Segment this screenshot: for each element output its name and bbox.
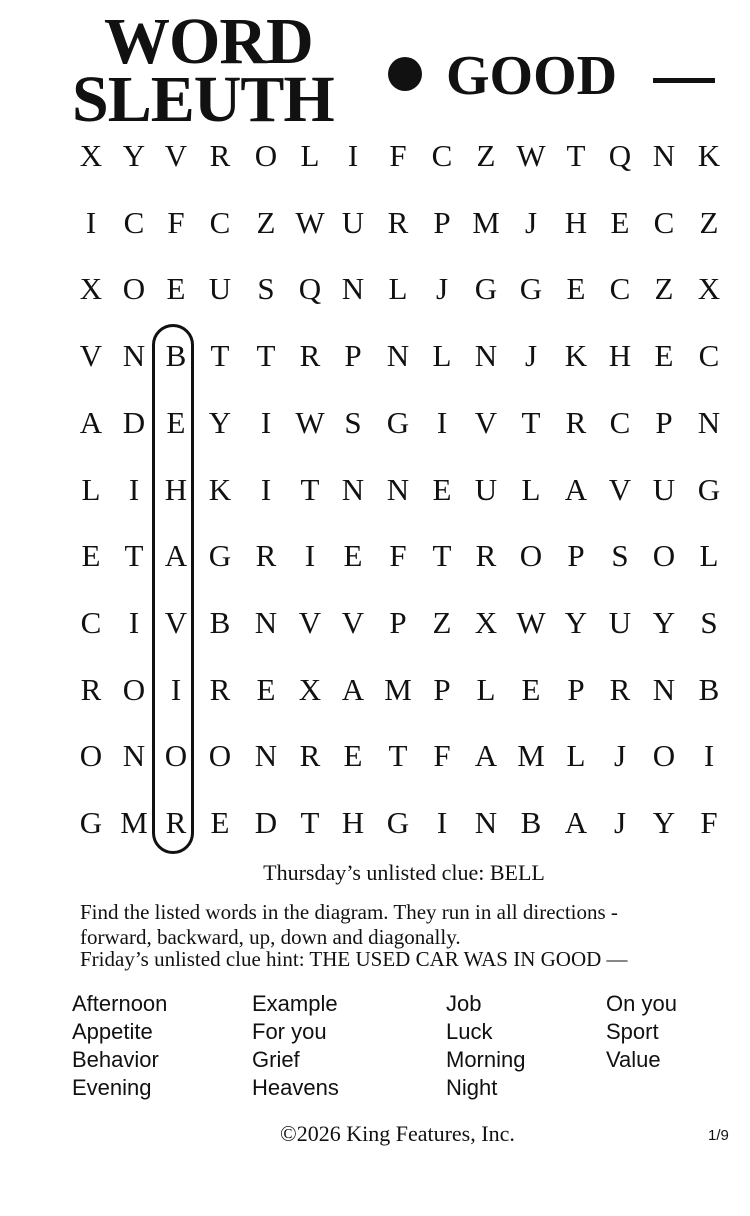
grid-letter: N bbox=[386, 472, 410, 507]
grid-letter: O bbox=[122, 672, 146, 707]
grid-letter: U bbox=[652, 472, 676, 507]
grid-letter: W bbox=[516, 138, 546, 173]
grid-letter: L bbox=[300, 138, 320, 173]
grid-letter: A bbox=[341, 672, 365, 707]
grid-letter: X bbox=[79, 271, 103, 306]
grid-letter: B bbox=[698, 672, 720, 707]
grid-letter: C bbox=[80, 605, 102, 640]
word-item: Evening bbox=[72, 1075, 152, 1100]
grid-letter: L bbox=[81, 472, 101, 507]
word-item: Morning bbox=[446, 1047, 526, 1072]
grid-letter: N bbox=[652, 672, 676, 707]
grid-letter: U bbox=[474, 472, 498, 507]
grid-letter: I bbox=[347, 138, 359, 173]
grid-letter: T bbox=[124, 538, 144, 573]
grid-letter: V bbox=[474, 405, 498, 440]
grid-letter: N bbox=[254, 738, 278, 773]
grid-letter: H bbox=[564, 205, 588, 240]
grid-letter: E bbox=[521, 672, 541, 707]
grid-letter: R bbox=[299, 338, 321, 373]
grid-letter: T bbox=[566, 138, 586, 173]
grid-letter: S bbox=[611, 538, 629, 573]
grid-letter: W bbox=[516, 605, 546, 640]
word-item: For you bbox=[252, 1019, 327, 1044]
grid-letter: E bbox=[566, 271, 586, 306]
grid-letter: M bbox=[384, 672, 412, 707]
grid-letter: H bbox=[608, 338, 632, 373]
grid-letter: O bbox=[122, 271, 146, 306]
grid-row bbox=[0, 736, 750, 776]
grid-letter: R bbox=[209, 138, 231, 173]
grid-letter: G bbox=[386, 805, 410, 840]
grid-letter: N bbox=[122, 738, 146, 773]
grid-letter: G bbox=[79, 805, 103, 840]
title-line-1: WORD bbox=[104, 5, 313, 78]
grid-letter: Y bbox=[208, 405, 232, 440]
grid-letter: A bbox=[79, 405, 103, 440]
title-line-2: SLEUTH bbox=[72, 63, 334, 136]
grid-letter: Q bbox=[298, 271, 322, 306]
word-item: On you bbox=[606, 991, 677, 1016]
grid-letter: F bbox=[700, 805, 718, 840]
grid-letter: P bbox=[433, 672, 451, 707]
theme-dash bbox=[653, 78, 715, 83]
grid-letter: W bbox=[295, 205, 325, 240]
grid-letter: R bbox=[255, 538, 277, 573]
grid-letter: E bbox=[81, 538, 101, 573]
instructions-line-1: Find the listed words in the diagram. They run in all directions - bbox=[80, 900, 618, 924]
grid-letter: T bbox=[521, 405, 541, 440]
grid-letter: O bbox=[652, 738, 676, 773]
grid-row bbox=[0, 136, 750, 176]
grid-letter: R bbox=[209, 672, 231, 707]
grid-letter: K bbox=[208, 472, 232, 507]
grid-letter: L bbox=[476, 672, 496, 707]
grid-letter: I bbox=[304, 538, 316, 573]
word-item: Night bbox=[446, 1075, 498, 1100]
grid-letter: R bbox=[165, 805, 187, 840]
word-item: Grief bbox=[252, 1047, 300, 1072]
grid-letter: E bbox=[166, 405, 186, 440]
grid-letter: E bbox=[343, 738, 363, 773]
grid-row bbox=[0, 803, 750, 843]
grid-letter: E bbox=[343, 538, 363, 573]
grid-letter: C bbox=[609, 405, 631, 440]
grid-letter: O bbox=[79, 738, 103, 773]
grid-letter: B bbox=[520, 805, 542, 840]
grid-letter: L bbox=[521, 472, 541, 507]
grid-letter: E bbox=[210, 805, 230, 840]
word-item: Afternoon bbox=[72, 991, 168, 1016]
grid-letter: R bbox=[299, 738, 321, 773]
grid-letter: V bbox=[164, 138, 188, 173]
word-item: Luck bbox=[446, 1019, 493, 1044]
grid-letter: O bbox=[208, 738, 232, 773]
grid-letter: E bbox=[256, 672, 276, 707]
grid-letter: C bbox=[609, 271, 631, 306]
grid-letter: V bbox=[608, 472, 632, 507]
grid-letter: N bbox=[341, 271, 365, 306]
grid-letter: I bbox=[170, 672, 182, 707]
grid-letter: V bbox=[341, 605, 365, 640]
grid-letter: R bbox=[609, 672, 631, 707]
grid-letter: L bbox=[566, 738, 586, 773]
title-bullet bbox=[388, 57, 422, 91]
thursday-clue: Thursday’s unlisted clue: BELL bbox=[263, 860, 545, 885]
word-item: Appetite bbox=[72, 1019, 153, 1044]
grid-letter: T bbox=[388, 738, 408, 773]
grid-letter: B bbox=[165, 338, 187, 373]
grid-letter: S bbox=[257, 271, 275, 306]
grid-letter: C bbox=[123, 205, 145, 240]
grid-letter: V bbox=[164, 605, 188, 640]
grid-letter: N bbox=[386, 338, 410, 373]
grid-letter: X bbox=[79, 138, 103, 173]
grid-letter: J bbox=[524, 205, 538, 240]
grid-letter: N bbox=[254, 605, 278, 640]
grid-letter: U bbox=[341, 205, 365, 240]
grid-letter: I bbox=[260, 472, 272, 507]
grid-letter: O bbox=[652, 538, 676, 573]
grid-letter: Y bbox=[652, 605, 676, 640]
grid-letter: M bbox=[120, 805, 148, 840]
grid-letter: C bbox=[653, 205, 675, 240]
grid-letter: Y bbox=[122, 138, 146, 173]
grid-row bbox=[0, 670, 750, 710]
grid-letter: V bbox=[298, 605, 322, 640]
grid-letter: P bbox=[655, 405, 673, 440]
word-item: Value bbox=[606, 1047, 661, 1072]
grid-letter: E bbox=[610, 205, 630, 240]
grid-letter: R bbox=[565, 405, 587, 440]
grid-letter: P bbox=[389, 605, 407, 640]
page-number: 1/9 bbox=[708, 1127, 729, 1144]
grid-letter: T bbox=[300, 805, 320, 840]
grid-letter: P bbox=[433, 205, 451, 240]
word-item: Sport bbox=[606, 1019, 659, 1044]
copyright: ©2026 King Features, Inc. bbox=[280, 1121, 515, 1146]
grid-letter: F bbox=[389, 138, 407, 173]
grid-letter: N bbox=[341, 472, 365, 507]
word-item: Behavior bbox=[72, 1047, 159, 1072]
grid-letter: I bbox=[128, 472, 140, 507]
grid-letter: A bbox=[474, 738, 498, 773]
grid-letter: C bbox=[209, 205, 231, 240]
grid-row bbox=[0, 403, 750, 443]
grid-row bbox=[0, 470, 750, 510]
grid-letter: C bbox=[431, 138, 453, 173]
grid-letter: H bbox=[164, 472, 188, 507]
grid-letter: W bbox=[295, 405, 325, 440]
grid-letter: T bbox=[300, 472, 320, 507]
grid-letter: N bbox=[474, 338, 498, 373]
grid-letter: J bbox=[613, 738, 627, 773]
grid-letter: F bbox=[167, 205, 185, 240]
grid-letter: Q bbox=[608, 138, 632, 173]
grid-letter: E bbox=[654, 338, 674, 373]
instructions-line-2: forward, backward, up, down and diagonally. bbox=[80, 925, 461, 949]
grid-letter: I bbox=[703, 738, 715, 773]
grid-letter: D bbox=[254, 805, 278, 840]
word-item: Job bbox=[446, 991, 482, 1016]
theme-word: GOOD bbox=[446, 45, 618, 107]
grid-letter: L bbox=[432, 338, 452, 373]
grid-letter: X bbox=[298, 672, 322, 707]
grid-letter: P bbox=[567, 672, 585, 707]
grid-letter: I bbox=[436, 805, 448, 840]
answer-oval bbox=[152, 324, 194, 854]
grid-row bbox=[0, 269, 750, 309]
instructions-line-3: Friday’s unlisted clue hint: THE USED CAR WAS IN GOOD — bbox=[80, 947, 628, 971]
grid-letter: I bbox=[260, 405, 272, 440]
grid-letter: J bbox=[524, 338, 538, 373]
grid-letter: K bbox=[697, 138, 721, 173]
grid-letter: G bbox=[474, 271, 498, 306]
grid-letter: K bbox=[564, 338, 588, 373]
grid-letter: Z bbox=[432, 605, 452, 640]
grid-letter: N bbox=[474, 805, 498, 840]
grid-letter: Z bbox=[256, 205, 276, 240]
grid-letter: Y bbox=[652, 805, 676, 840]
grid-letter: O bbox=[254, 138, 278, 173]
grid-letter: P bbox=[344, 338, 362, 373]
grid-letter: Z bbox=[699, 205, 719, 240]
grid-letter: A bbox=[164, 538, 188, 573]
word-item: Example bbox=[252, 991, 338, 1016]
grid-letter: Z bbox=[654, 271, 674, 306]
grid-letter: I bbox=[85, 205, 97, 240]
grid-letter: U bbox=[208, 271, 232, 306]
grid-letter: T bbox=[256, 338, 276, 373]
grid-row bbox=[0, 203, 750, 243]
grid-letter: G bbox=[208, 538, 232, 573]
grid-letter: E bbox=[432, 472, 452, 507]
grid-letter: A bbox=[564, 472, 588, 507]
grid-letter: D bbox=[122, 405, 146, 440]
grid-letter: M bbox=[472, 205, 500, 240]
grid-letter: I bbox=[128, 605, 140, 640]
grid-row bbox=[0, 336, 750, 376]
grid-letter: J bbox=[613, 805, 627, 840]
grid-letter: P bbox=[567, 538, 585, 573]
grid-letter: R bbox=[80, 672, 102, 707]
grid-letter: F bbox=[433, 738, 451, 773]
grid-letter: V bbox=[79, 338, 103, 373]
grid-letter: G bbox=[519, 271, 543, 306]
grid-letter: N bbox=[697, 405, 721, 440]
grid-letter: T bbox=[432, 538, 452, 573]
grid-letter: L bbox=[388, 271, 408, 306]
grid-letter: Z bbox=[476, 138, 496, 173]
grid-letter: F bbox=[389, 538, 407, 573]
grid-letter: G bbox=[386, 405, 410, 440]
grid-letter: M bbox=[517, 738, 545, 773]
grid-letter: X bbox=[474, 605, 498, 640]
grid-letter: S bbox=[700, 605, 718, 640]
grid-letter: Y bbox=[564, 605, 588, 640]
grid-letter: G bbox=[697, 472, 721, 507]
grid-letter: E bbox=[166, 271, 186, 306]
grid-letter: L bbox=[699, 538, 719, 573]
grid-letter: C bbox=[698, 338, 720, 373]
grid-letter: A bbox=[564, 805, 588, 840]
grid-letter: S bbox=[344, 405, 362, 440]
grid-letter: N bbox=[122, 338, 146, 373]
grid-letter: J bbox=[435, 271, 449, 306]
grid-letter: B bbox=[209, 605, 231, 640]
grid-row bbox=[0, 603, 750, 643]
grid-letter: O bbox=[519, 538, 543, 573]
grid-letter: H bbox=[341, 805, 365, 840]
grid-letter: T bbox=[210, 338, 230, 373]
grid-letter: I bbox=[436, 405, 448, 440]
grid-letter: N bbox=[652, 138, 676, 173]
grid-letter: R bbox=[387, 205, 409, 240]
word-item: Heavens bbox=[252, 1075, 339, 1100]
grid-letter: R bbox=[475, 538, 497, 573]
grid-row bbox=[0, 536, 750, 576]
grid-letter: U bbox=[608, 605, 632, 640]
grid-letter: O bbox=[164, 738, 188, 773]
grid-letter: X bbox=[697, 271, 721, 306]
